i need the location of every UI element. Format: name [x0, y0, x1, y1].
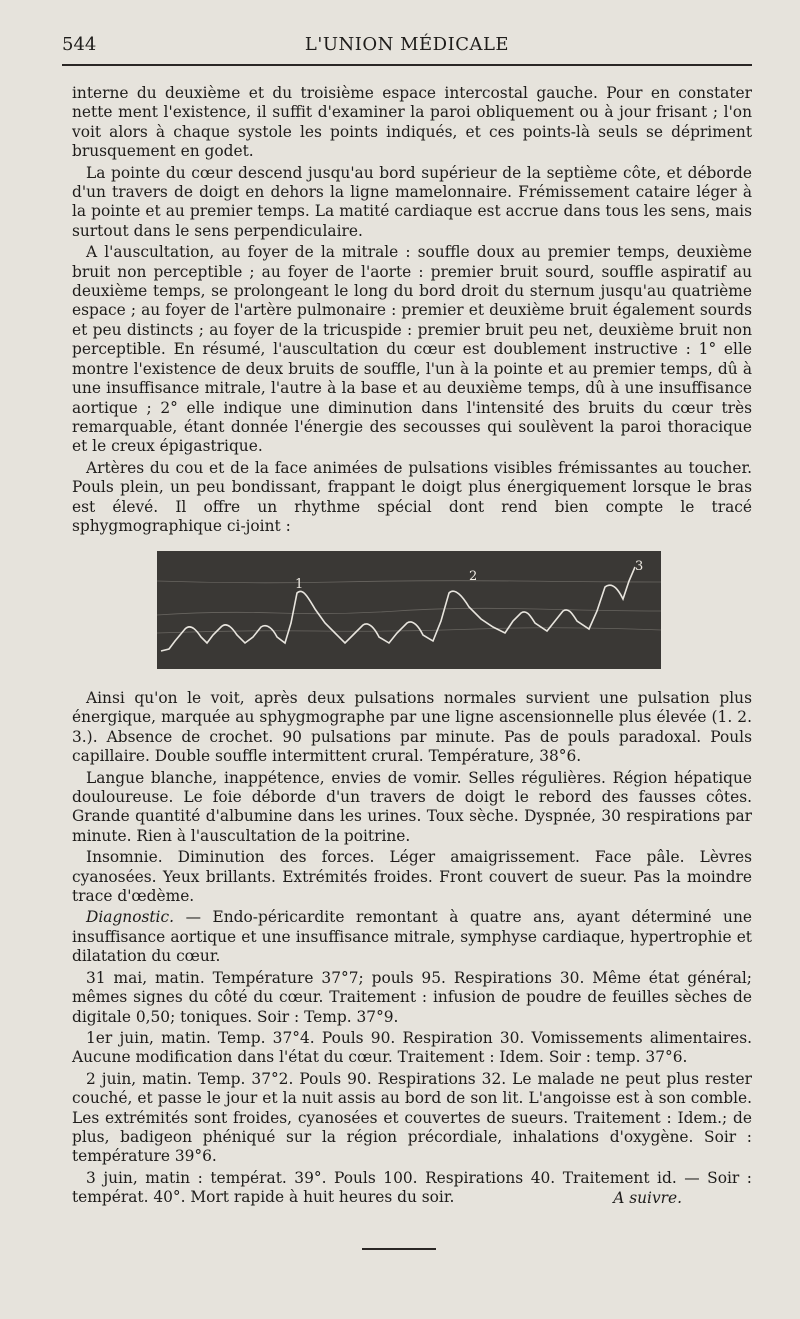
diagnostic-text: — Endo-péricardite remontant à quatre ans, ayant déterminé une insuffisance aortique et une insuffisance mitrale, symphyse cardiaque, hypertrophie et dilatation du cœur. [72, 908, 752, 966]
paragraph: Ainsi qu'on le voit, après deux pulsations normales survient une pulsation plus énergique, marquée au sphygmographe par une ligne ascensionnelle plus élevée (1. 2. 3.). Absence de crochet. 90 pulsations par minute. Pas de pouls paradoxal. Pouls capillaire. Double souffle intermittent crural. Température, 38°6. [72, 689, 752, 766]
paragraph: Langue blanche, inappétence, envies de vomir. Selles régulières. Région hépatique douloureuse. Le foie déborde d'un travers de doigt le rebord des fausses côtes. Grande quantité d'albumine dans les urines. Toux sèche. Dyspnée, 30 respirations par minute. Rien à l'auscultation de la poitrine. [72, 768, 752, 845]
text-block-bottom [72, 689, 752, 1210]
text-block-top [72, 84, 752, 538]
trace-label-1: 1 [295, 577, 304, 592]
paragraph: Artères du cou et de la face animées de pulsations visibles frémissantes au toucher. Pouls plein, un peu bondissant, frappant le doigt plus énergiquement lorsque le bras est élevé. Il offre un rhythme spécial dont rend bien compte le tracé sphygmographique ci-joint : [72, 458, 752, 535]
tracing-guide-lines [157, 581, 661, 633]
diagnostic-heading: Diagnostic. [86, 908, 174, 927]
sphygmograph-tracing [157, 551, 661, 669]
end-rule [362, 1248, 436, 1250]
continuation-note: A suivre. [613, 1189, 682, 1207]
trace-label-2: 2 [469, 569, 478, 584]
trace-label-3: 3 [635, 559, 644, 574]
sphygmograph-trace-svg [157, 551, 661, 669]
page-number: 544 [62, 34, 97, 55]
paragraph: 3 juin, matin : températ. 39°. Pouls 100. Respirations 40. Traitement id. — Soir : températ. 40°. Mort rapide à huit heures du soir. [72, 1168, 752, 1207]
paragraph: La pointe du cœur descend jusqu'au bord supérieur de la septième côte, et déborde d'un travers de doigt en dehors la ligne mamelonnaire. Frémissement cataire léger à la pointe et au premier temps. La matité cardiaque est accrue dans tous les sens, mais surtout dans le sens perpendiculaire. [72, 163, 752, 240]
running-title: L'UNION MÉDICALE [304, 34, 510, 55]
paragraph: A l'auscultation, au foyer de la mitrale : souffle doux au premier temps, deuxième bruit non perceptible ; au foyer de l'aorte : premier bruit sourd, souffle aspiratif au deuxième temps, se prolongeant le long du bord droit du sternum jusqu'au quatrième espace ; au foyer de l'artère pulmonaire : premier et deuxième bruit également sourds et peu distincts ; au foyer de la tricuspide : premier bruit peu net, deuxième bruit non perceptible. En résumé, l'auscultation du cœur est doublement instructive : 1° elle montre l'existence de deux bruits de souffle, l'un à la pointe et au premier temps, dû à une insuffisance mitrale, l'autre à la base et au deuxième temps, dû à une insuffisance aortique ; 2° elle indique une diminution dans l'intensité des bruits du cœur très remarquable, étant donnée l'énergie des secousses qui soulèvent la paroi thoracique et le creux épigastrique. [72, 243, 752, 456]
paragraph: 1er juin, matin. Temp. 37°4. Pouls 90. Respiration 30. Vomissements alimentaires. Aucune modification dans l'état du cœur. Traitement : Idem. Soir : temp. 37°6. [72, 1028, 752, 1067]
paragraph-diagnostic [72, 908, 752, 966]
pulse-trace [161, 567, 635, 651]
page-header [62, 34, 752, 58]
paragraph: Insomnie. Diminution des forces. Léger amaigrissement. Face pâle. Lèvres cyanosées. Yeux brillants. Extrémités froides. Front couvert de sueur. Pas la moindre trace d'œdème. [72, 848, 752, 906]
header-rule [62, 64, 752, 66]
paragraph: 31 mai, matin. Température 37°7; pouls 95. Respirations 30. Même état général; mêmes signes du côté du cœur. Traitement : infusion de poudre de feuilles sèches de digitale 0,50; toniques. Soir : Temp. 37°9. [72, 968, 752, 1026]
paragraph: 2 juin, matin. Temp. 37°2. Pouls 90. Respirations 32. Le malade ne peut plus rester couché, et passe le jour et la nuit assis au bord de son lit. L'angoisse est à son comble. Les extrémités sont froides, cyanosées et couvertes de sueurs. Traitement : Idem.; de plus, badigeon phéniqué sur la région précordiale, inhalations d'oxygène. Soir : température 39°6. [72, 1069, 752, 1166]
paragraph: interne du deuxième et du troisième espace intercostal gauche. Pour en constater nette ment l'existence, il suffit d'examiner la paroi obliquement ou à jour frisant ; l'on voit alors à chaque systole les points indiqués, et ces points-là seuls se dépriment brusquement en godet. [72, 84, 752, 161]
